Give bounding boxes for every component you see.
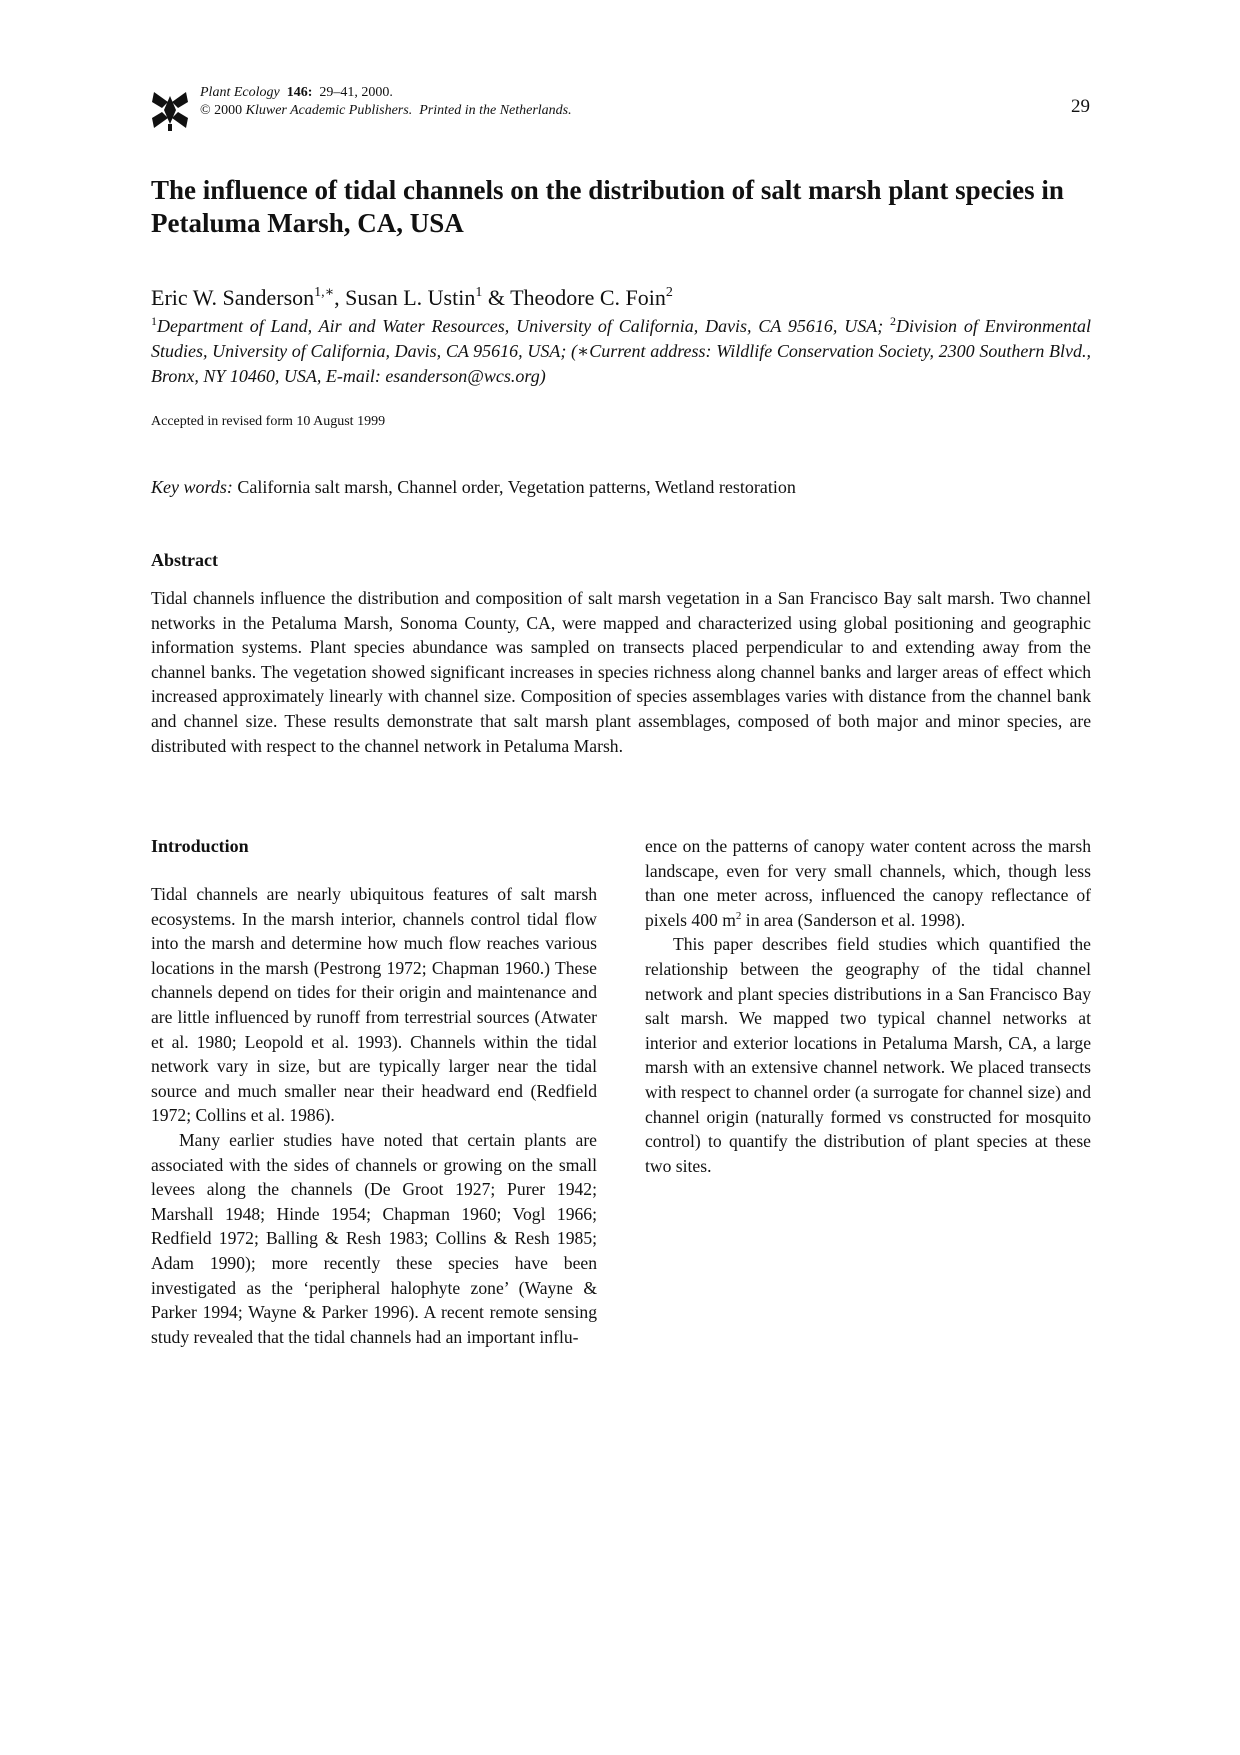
author-separator: &: [482, 285, 511, 310]
keywords-label: Key words:: [151, 477, 233, 497]
abstract-text: Tidal channels influence the distribution and composition of salt marsh vegetation in a San Francisco Bay salt marsh. Two channel networks in the Petaluma Marsh, Sonoma County, CA, were mapped and characterized using global positioning and geographic information systems. Plant species abundance was sampled on transects placed perpendicular to and extending away from the channel banks. The vegetation showed significant increases in species richness along channel banks and larger areas of effect which increased approximately linearly with channel size. Composition of species assemblages varies with distance from the channel bank and channel size. These results demonstrate that salt marsh plant assemblages, composed of both major and minor species, are distributed with respect to the channel network in Petaluma Marsh.: [151, 588, 1091, 756]
keywords: [151, 477, 1091, 498]
publisher-name: Kluwer Academic Publishers.: [245, 103, 413, 118]
author-list: [151, 284, 1091, 312]
publisher-logo-icon: [150, 88, 190, 132]
copyright-line: [200, 102, 572, 120]
page-number: 29: [1071, 96, 1090, 117]
keywords-text: California salt marsh, Channel order, Vegetation patterns, Wetland restoration: [237, 477, 796, 497]
left-column: [151, 834, 597, 1349]
author-separator: ,: [334, 285, 346, 310]
affiliation-mark: 2: [890, 314, 897, 328]
author-name: Susan L. Ustin: [345, 285, 476, 310]
journal-citation: [200, 84, 572, 120]
superscript: 2: [735, 909, 742, 922]
journal-pages: 29–41, 2000.: [319, 85, 393, 100]
printed-note: Printed in the Netherlands.: [419, 103, 572, 118]
author-marks: 1: [475, 285, 483, 300]
affiliation-text: Department of Land, Air and Water Resources, University of California, Davis, CA 95616, USA;: [157, 316, 891, 336]
right-column: [645, 834, 1091, 1178]
accepted-date: Accepted in revised form 10 August 1999: [151, 414, 386, 429]
body-paragraph: Many earlier studies have noted that certain plants are associated with the sides of channels or growing on the small levees along the channels (De Groot 1927; Purer 1942; Marshall 1948; Hinde 1954; Chapman 1960; Vogl 1966; Redfield 1972; Balling & Resh 1983; Collins & Resh 1985; Adam 1990); more recently these species have been investigated as the ‘peripheral halophyte zone’ (Wayne & Parker 1994; Wayne & Parker 1996). A recent remote sensing study revealed that the tidal channels had an important influ-: [151, 1129, 597, 1347]
body-paragraph: Tidal channels are nearly ubiquitous features of salt marsh ecosystems. In the marsh interior, channels control tidal flow into the marsh and determine how much flow reaches various locations in the marsh (Pestrong 1972; Chapman 1960.) These channels depend on tides for their origin and maintenance and are little influenced by runoff from terrestrial sources (Atwater et al. 1980; Leopold et al. 1993). Channels within the tidal network vary in size, but are typically larger near the tidal source and much smaller near their headward end (Redfield 1972; Collins et al. 1986).: [151, 884, 597, 1126]
copyright-year: 2000: [214, 103, 243, 118]
citation-line: [200, 84, 572, 102]
introduction-heading: Introduction: [151, 836, 249, 856]
body-paragraph: [645, 834, 1091, 932]
page-header: [150, 84, 1090, 134]
journal-name: Plant Ecology: [200, 85, 280, 100]
abstract-heading: Abstract: [151, 550, 218, 570]
author-name: Theodore C. Foin: [510, 285, 666, 310]
journal-volume: 146:: [286, 85, 313, 100]
copyright-symbol: ©: [200, 103, 211, 118]
author-marks: 2: [665, 285, 673, 300]
body-paragraph: This paper describes field studies which quantified the relationship between the geography of the tidal channel network and plant species distributions in a San Francisco Bay salt marsh. We mapped two typical channel networks at interior and exterior locations in Petaluma Marsh, CA, a large marsh with an extensive channel network. We placed transects with respect to channel order (a surrogate for channel size) and channel origin (naturally formed vs constructed for mosquito control) to quantify the distribution of plant species at these two sites.: [645, 934, 1091, 1176]
author-name: Eric W. Sanderson: [151, 285, 315, 310]
affiliation-text: Division of Environmental Studies, University of California, Davis, CA 95616, USA; (∗Current address: Wildlife Conservation Society, 2300 Southern Blvd., Bronx, NY 10460, USA, E-mail: esanderson@wcs.org): [151, 316, 1091, 386]
body-text: in area (Sanderson et al. 1998).: [741, 909, 966, 930]
body-text: ence on the patterns of canopy water content across the marsh landscape, even for very small channels, which, though less than one meter across, influenced the canopy reflectance of pixels 400 m: [645, 836, 1091, 930]
affiliations: [151, 314, 1091, 389]
affiliation-mark: 1: [151, 314, 157, 328]
article-title: The influence of tidal channels on the distribution of salt marsh plant species in Petaluma Marsh, CA, USA: [151, 175, 1064, 238]
author-marks: 1,∗: [314, 285, 335, 300]
